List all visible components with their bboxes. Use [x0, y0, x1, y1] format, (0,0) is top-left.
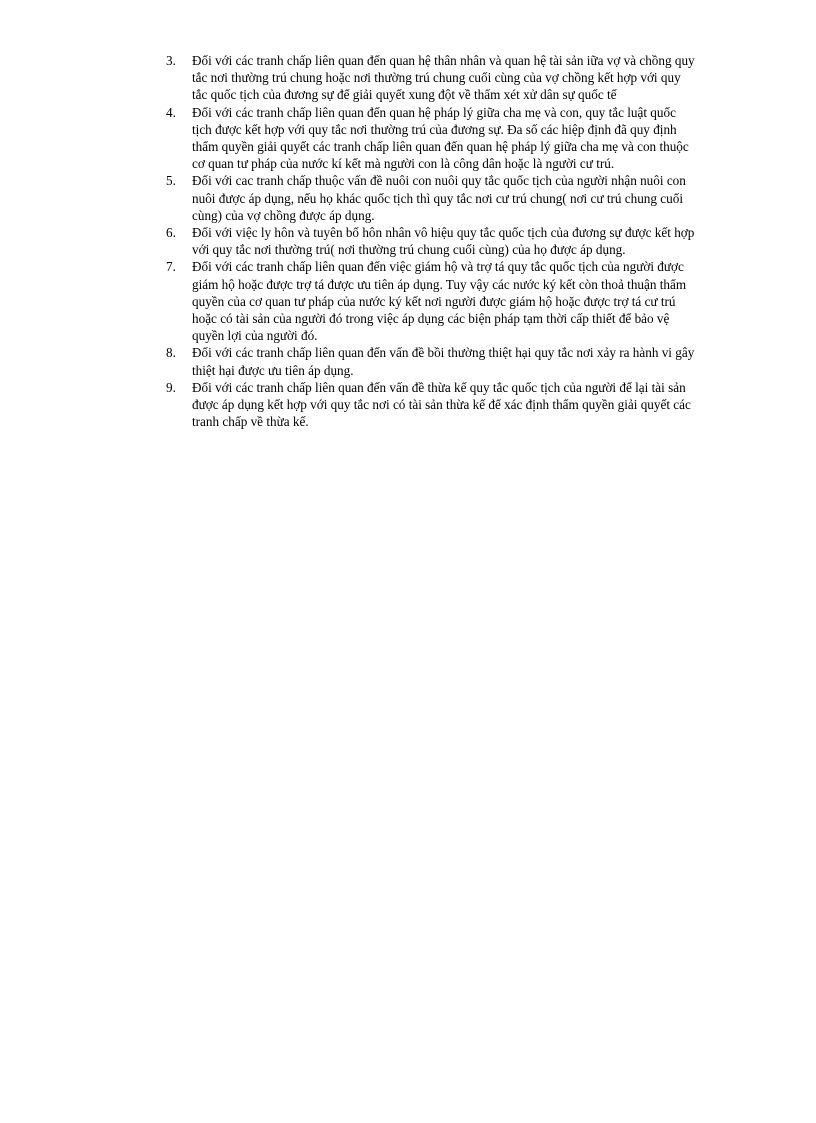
- list-item: [166, 52, 696, 104]
- list-item-number: 7.: [166, 259, 176, 275]
- list-item-text: Đối với các tranh chấp liên quan đến việc giám hộ và trợ tá quy tắc quốc tịch của người được giám hộ hoặc được trợ tá được ưu tiên áp dụng. Tuy vậy các nước ký kết còn thoả thuận thẩm quyền của cơ quan tư pháp của nước ký kết nơi người được giám hộ hoặc được trợ tá cư trú hoặc có tài sản của người đó trong việc áp dụng các biện pháp tạm thời cấp thiết để bảo vệ quyền lợi của người đó.: [192, 259, 687, 344]
- list-item-text: Đối với các tranh chấp liên quan đến quan hệ pháp lý giữa cha mẹ và con, quy tắc luật quốc tịch được kết hợp với quy tắc nơi thường trú của đương sự. Đa số các hiệp định đã quy định thẩm quyền giải quyết các tranh chấp liên quan đến quan hệ pháp lý giữa cha mẹ và con thuộc cơ quan tư pháp của nước kí kết mà người con là công dân hoặc là người cư trú.: [192, 104, 689, 172]
- list-item-text: Đối với các tranh chấp liên quan đến quan hệ thân nhân và quan hệ tài sản iữa vợ và chồng quy tắc nơi thường trú chung hoặc nơi thường trú chung cuối cùng của vợ chồng kết hợp với quy tắc quốc tịch của đương sự để giải quyết xung đột về thẩm xét xử dân sự quốc tế: [192, 53, 695, 103]
- list-item: [166, 344, 696, 378]
- list-item-text: Đối với việc ly hôn và tuyên bố hôn nhân vô hiệu quy tắc quốc tịch của đương sự được kết hợp với quy tắc nơi thường trú( nơi thường trú chung cuối cùng) của họ được áp dụng.: [192, 225, 695, 258]
- list-item: [166, 224, 696, 258]
- list-item-number: 5.: [166, 173, 176, 189]
- numbered-list: [166, 52, 696, 430]
- list-item-number: 4.: [166, 104, 176, 120]
- list-item-text: Đối với cac tranh chấp thuộc vấn đề nuôi con nuôi quy tắc quốc tịch của người nhận nuôi con nuôi được áp dụng, nếu họ khác quốc tịch thì quy tắc nơi cư trú chung( nơi cư trú chung cuối cùng) của vợ chồng được áp dụng.: [192, 173, 686, 223]
- list-item-number: 9.: [166, 379, 176, 395]
- list-item: [166, 104, 696, 173]
- list-item-number: 8.: [166, 345, 176, 361]
- list-item: [166, 172, 696, 224]
- list-item-number: 3.: [166, 53, 176, 68]
- list-item-text: Đối với các tranh chấp liên quan đến vấn đề thừa kế quy tắc quốc tịch của người để lại tài sản được áp dụng kết hợp với quy tắc nơi có tài sản thừa kế để xác định thẩm quyền giải quyết các tranh chấp về thừa kế.: [192, 379, 691, 430]
- list-item-number: 6.: [166, 225, 176, 241]
- list-item-text: Đối với các tranh chấp liên quan đến vấn đề bồi thường thiệt hại quy tắc nơi xảy ra hành vi gây thiệt hại được ưu tiên áp dụng.: [192, 345, 695, 378]
- list-item: [166, 258, 696, 344]
- list-item: [166, 379, 696, 431]
